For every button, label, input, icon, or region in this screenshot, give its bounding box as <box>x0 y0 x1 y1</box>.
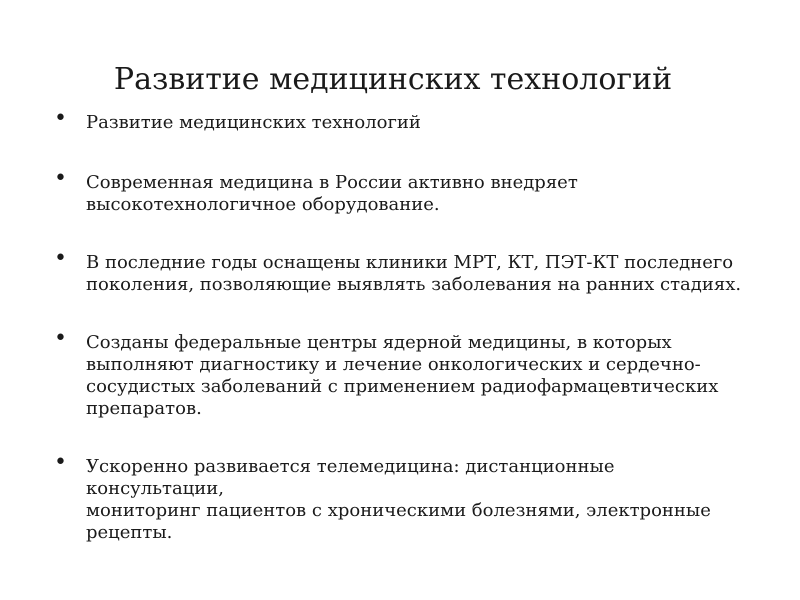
bullet-line: выполняют диагностику и лечение онкологических и сердечно- <box>86 354 701 375</box>
bullet-line: Современная медицина в России активно внедряет <box>86 172 578 193</box>
slide-title: Развитие медицинских технологий <box>113 62 673 97</box>
bullet-dot-icon: • <box>54 450 67 475</box>
bullet-line: высокотехнологичное оборудование. <box>86 194 440 215</box>
bullet-dot-icon: • <box>54 326 67 351</box>
bullet-item <box>54 106 754 134</box>
bullet-item <box>54 166 754 216</box>
bullet-line: В последние годы оснащены клиники МРТ, КТ, ПЭТ-КТ последнего <box>86 252 734 273</box>
bullet-item <box>54 450 754 544</box>
bullet-line: рецепты. <box>86 522 173 543</box>
bullet-item <box>54 246 754 296</box>
bullet-line: сосудистых заболеваний с применением радиофармацевтических <box>86 376 719 397</box>
bullet-line: мониторинг пациентов с хроническими болезнями, электронные <box>86 500 711 521</box>
bullet-list <box>54 106 754 544</box>
bullet-line: препаратов. <box>86 398 202 419</box>
bullet-line: Ускоренно развивается телемедицина: дистанционные консультации, <box>86 456 615 499</box>
bullet-line: Созданы федеральные центры ядерной медицины, в которых <box>86 332 672 353</box>
bullet-dot-icon: • <box>54 166 67 191</box>
bullet-dot-icon: • <box>54 246 67 271</box>
bullet-item <box>54 326 754 420</box>
bullet-line: Развитие медицинских технологий <box>86 112 421 133</box>
bullet-dot-icon: • <box>54 106 67 131</box>
bullet-line: поколения, позволяющие выявлять заболевания на ранних стадиях. <box>86 274 742 295</box>
